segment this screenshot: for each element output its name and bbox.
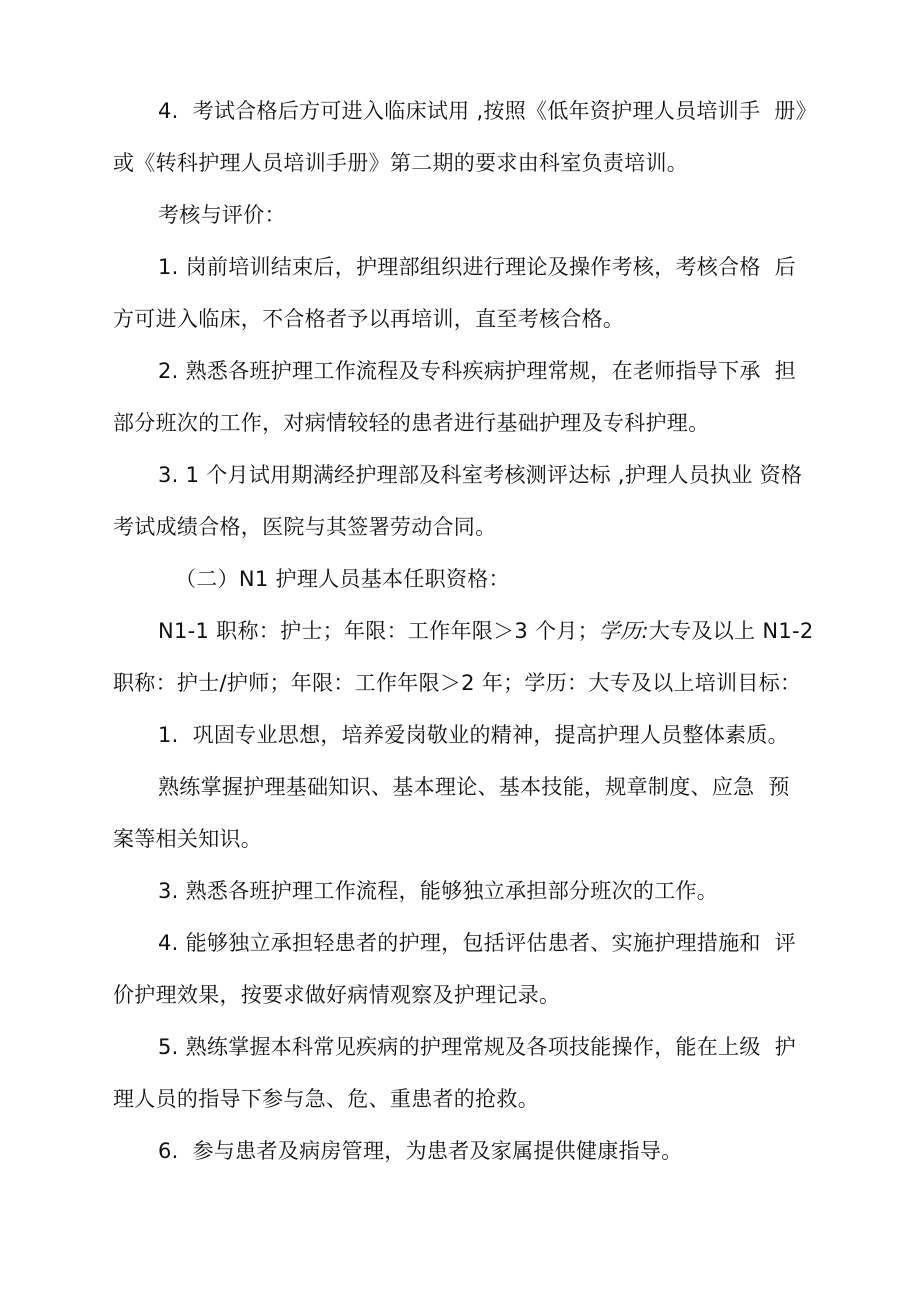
text-line: 4. 能够独立承担轻患者的护理，包括评估患者、实施护理措施和 评 (158, 931, 796, 955)
text-line: 考试成绩合格，医院与其签署劳动合同。 (113, 515, 497, 539)
text-line: 2. 熟悉各班护理工作流程及专科疾病护理常规，在老师指导下承 担 (158, 359, 796, 383)
text-segment: N1-1 职称：护士；年限：工作年限＞3 个月； (158, 619, 599, 643)
text-line: 3. 熟悉各班护理工作流程，能够独立承担部分班次的工作。 (158, 879, 719, 903)
text-line: 方可进入临床，不合格者予以再培训，直至考核合格。 (113, 307, 625, 331)
text-line: 理人员的指导下参与急、危、重患者的抢救。 (113, 1087, 539, 1111)
text-line: 1. 岗前培训结束后，护理部组织进行理论及操作考核，考核合格 后 (158, 255, 796, 279)
italic-text-segment: 学历: (598, 619, 649, 643)
text-line: 部分班次的工作，对病情较轻的患者进行基础护理及专科护理。 (113, 411, 710, 435)
text-line: 价护理效果，按要求做好病情观察及护理记录。 (113, 983, 561, 1007)
text-line: 或《转科护理人员培训手册》第二期的要求由科室负责培训。 (113, 151, 689, 175)
text-line: 职称：护士/护师；年限：工作年限＞2 年；学历：大专及以上培训目标： (113, 671, 802, 695)
text-line: 熟练掌握护理基础知识、基本理论、基本技能，规章制度、应急 预 (158, 775, 790, 799)
text-line: 5. 熟练掌握本科常见疾病的护理常规及各项技能操作，能在上级 护 (158, 1035, 796, 1059)
text-line: 6. 参与患者及病房管理，为患者及家属提供健康指导。 (158, 1139, 683, 1163)
text-line: 3. 1 个月试用期满经护理部及科室考核测评达标 ,护理人员执业 资格 (158, 463, 803, 487)
text-line: 1. 巩固专业思想，培养爱岗敬业的精神，提高护理人员整体素质。 (158, 723, 789, 747)
text-line: 案等相关知识。 (113, 827, 263, 851)
text-line (158, 617, 814, 645)
section-heading: （二）N1 护理人员基本任职资格： (175, 567, 510, 591)
section-heading: 考核与评价： (158, 203, 286, 227)
text-segment: 大专及以上 N1-2 (648, 619, 814, 643)
text-line: 4. 考试合格后方可进入临床试用 ,按照《低年资护理人员培训手 册》 (158, 99, 817, 123)
